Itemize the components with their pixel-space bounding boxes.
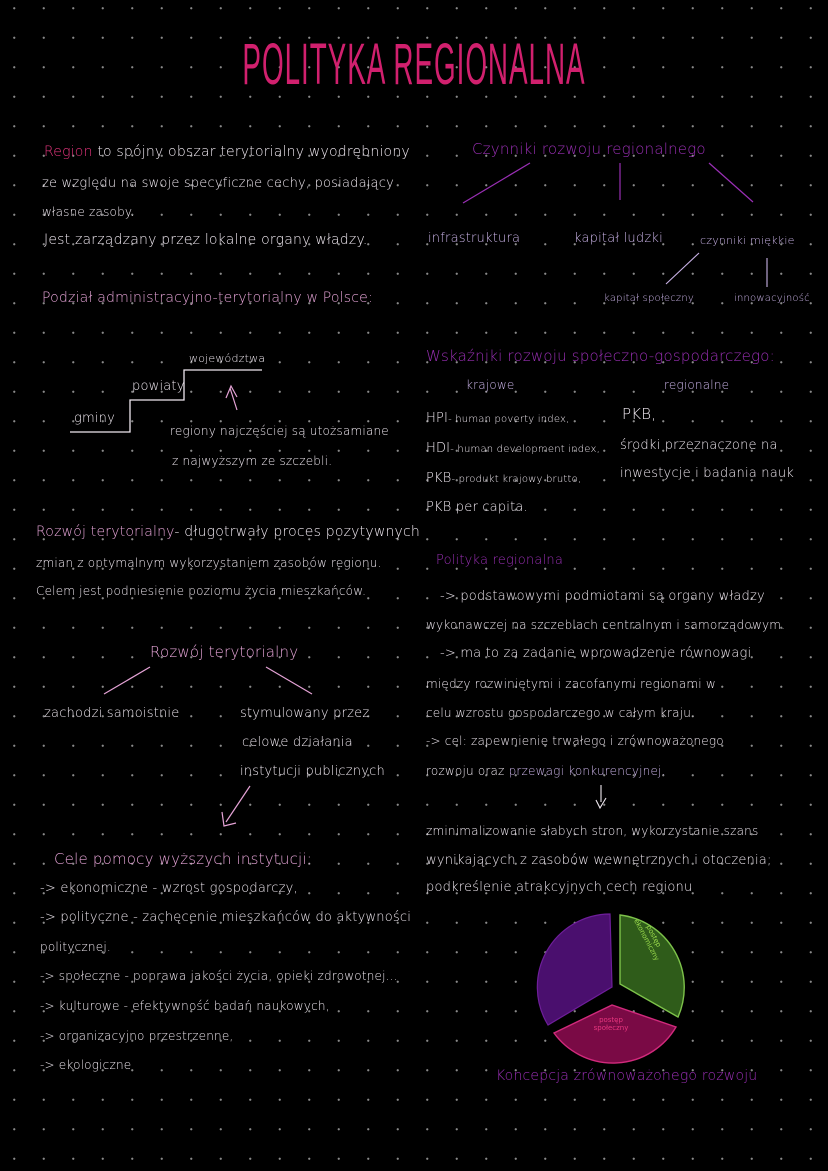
admin-note-line1: regiony najczęściej są utożsamiane xyxy=(170,424,389,438)
region-definition-line3: własne zasoby. xyxy=(42,205,135,219)
pie-chart xyxy=(537,914,684,1063)
region-definition-line2: ze względu na swoje specyficzne cechy, posiadający xyxy=(42,176,394,191)
policy-result-line: wynikających z zasobów wewnętrznych i otoczenia; xyxy=(426,853,772,868)
indicator-regional-item: środki przeznaczone na xyxy=(620,438,778,453)
page-title: POLITYKA REGIONALNA xyxy=(242,32,586,97)
territorial-def-line3: Celem jest podniesienie poziomu życia mieszkańców. xyxy=(36,584,367,598)
territorial-term: Rozwój terytorialny xyxy=(36,524,175,540)
indicator-national-item: PKB- produkt krajowy brutto, xyxy=(426,471,582,486)
policy-result-line: podkreślenie atrakcyjnych cech regionu xyxy=(426,880,693,895)
territorial-def-line1: Rozwój terytorialny- długotrwały proces pozytywnych xyxy=(36,524,420,540)
policy-line: -> ma to za zadanie wprowadzenie równowagi xyxy=(440,646,752,661)
development-map-right-line2: celowe działania xyxy=(242,735,353,750)
policy-heading: Polityka regionalna xyxy=(436,553,563,568)
factors-heading: Czynniki rozwoju regionalnego xyxy=(472,140,706,158)
down-left-arrow-icon xyxy=(222,812,236,826)
development-map-right-line3: instytucji publicznych xyxy=(240,764,385,779)
soft-factor-social-capital: kapitał społeczny xyxy=(604,293,695,304)
aid-goal-item: -> organizacyjno przestrzenne, xyxy=(40,1029,234,1043)
policy-line: celu wzrostu gospodarczego w całym kraju. xyxy=(426,706,696,720)
indicator-national-item: PKB per capita. xyxy=(426,500,528,515)
aid-goal-item: -> kulturowe - efektywność badań naukowych, xyxy=(40,999,330,1013)
policy-line: -> podstawowymi podmiotami są organy władzy xyxy=(440,589,765,604)
development-map-right-line1: stymulowany przez xyxy=(240,706,370,721)
policy-result-line: zminimalizowanie słabych stron, wykorzystanie szans xyxy=(426,824,759,838)
indicator-regional-item: inwestycje i badania nauk xyxy=(620,466,795,481)
pie-label-social: postęp społeczny xyxy=(593,1016,629,1032)
policy-line: między rozwiniętymi i zacofanymi regionami w xyxy=(426,677,716,691)
soft-factor-innovation: innowacyjność xyxy=(734,293,810,304)
aid-goal-item: -> polityczne - zachęcenie mieszkańców do aktywności xyxy=(40,910,412,925)
chart-title: Koncepcja zrównoważonego rozwoju xyxy=(496,1068,758,1084)
indicator-national-item: HPI- human poverty index, xyxy=(426,411,570,426)
indicators-heading: Wskaźniki rozwoju społeczno-gospodarczego: xyxy=(426,347,775,365)
region-definition-line1: Region to spójny obszar terytorialny wyodrębniony xyxy=(44,144,410,160)
factor-infrastructure: infrastruktura xyxy=(428,231,521,246)
aid-goal-item: -> społeczne - poprawa jakości życia, opieki zdrowotnej... xyxy=(40,969,398,983)
indicators-regional-label: regionalne xyxy=(664,378,730,392)
step-powiaty: powiaty xyxy=(132,379,185,394)
factor-human-capital: kapitał ludzki xyxy=(574,231,663,246)
admin-note-line2: z najwyższym ze szczebli. xyxy=(172,454,333,468)
territorial-def-line2: zmian z optymalnym wykorzystaniem zasobów regionu. xyxy=(36,556,382,570)
policy-line-last: rozwoju oraz przewagi konkurencyjnej. xyxy=(426,764,666,778)
competitive-advantage-highlight: przewagi konkurencyjnej. xyxy=(508,764,666,778)
policy-line: wykonawczej na szczeblach centralnym i samorządowym. xyxy=(426,618,786,632)
policy-line: -> cel: zapewnienie trwałego i zrównoważonego xyxy=(426,734,724,748)
step-wojewodztwa: województwa xyxy=(189,352,266,365)
region-term: Region xyxy=(44,144,93,160)
aid-goal-item: -> ekologiczne xyxy=(40,1058,132,1072)
pie-label-economic: postęp ekonomiczny xyxy=(632,917,663,963)
aid-goal-item: politycznej. xyxy=(40,940,111,954)
region-definition-line4: Jest zarządzany przez lokalne organy władzy. xyxy=(44,232,368,248)
factor-soft: czynniki miękkie xyxy=(700,234,795,247)
aid-goals-heading: Cele pomocy wyższych instytucji: xyxy=(54,850,313,868)
indicator-regional-item: PKB, xyxy=(622,405,657,423)
pie-slice-social xyxy=(554,1005,676,1063)
step-gminy: gminy xyxy=(74,411,116,426)
development-map-left: zachodzi samoistnie xyxy=(44,706,180,721)
indicators-national-label: krajowe xyxy=(466,378,515,392)
indicator-national-item: HDI- human development index, xyxy=(426,441,600,456)
pie-slice-environment xyxy=(537,914,612,1025)
admin-division-heading: Podział administracyjno-terytorialny w Polsce: xyxy=(42,290,373,306)
development-map-root: Rozwój terytorialny xyxy=(150,643,299,661)
aid-goal-item: -> ekonomiczne - wzrost gospodarczy, xyxy=(40,881,298,896)
